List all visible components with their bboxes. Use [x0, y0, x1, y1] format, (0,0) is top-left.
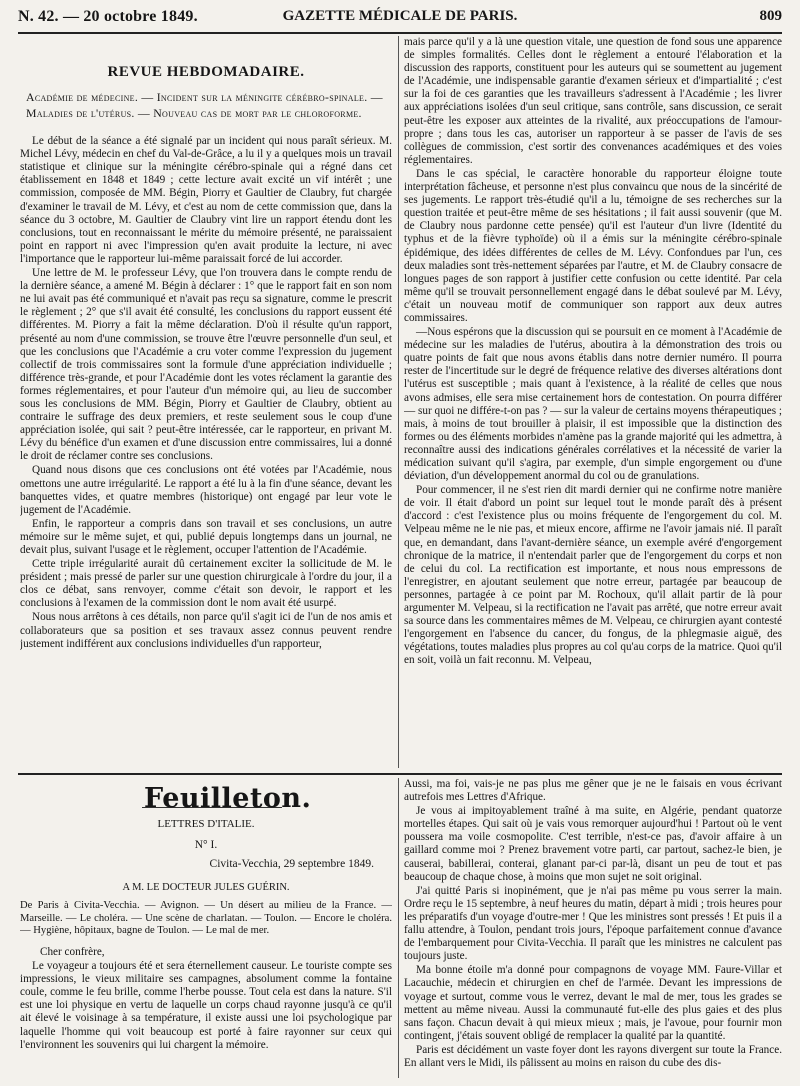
revue-subtitle — [26, 89, 386, 121]
revue-subtitle-text: Académie de médecine. — Incident sur la méningite cérébro-spinale. — Maladies de l'utérus. — Nouveau cas de mort par le chloroforme. — [26, 90, 383, 121]
revue-column-right — [404, 36, 782, 768]
feuilleton-column-right — [404, 778, 782, 1082]
page-header — [18, 8, 782, 32]
page-number: 809 — [759, 8, 782, 24]
feuilleton-column-left — [20, 778, 392, 1082]
feuilleton-paragraph: Je vous ai impitoyablement traîné à ma suite, en Algérie, pendant quatorze mortelles étapes. Qui sait où je vais vous remorquer aujourd'hui ! Partout où le vent poussera ma voile cosmopolite. C'est terrible, n'est-ce pas, d'avoir affaire à un gaillard comme moi ? Prenez bravement votre parti, car partout, sachez-le bien, je causerai, babillerai, conterai, glanant par-ci par-là, disant un peu de tout et pas beaucoup de chaque chose, à moins que mon sujet ne soit original. — [404, 805, 782, 883]
dedication: A M. LE DOCTEUR JULES GUÉRIN. — [122, 882, 290, 894]
feuilleton-paragraph: J'ai quitté Paris si inopinément, que je n'ai pas même pu vous serrer la main. Ordre reçu le 15 septembre, à neuf heures du matin, départ à midi ; trois heures pour les préparatifs d'un voyage d'outre-mer ! Que les ministres sont pressés ! Et puis il a fallu attendre, à Toulon, pendant trois jours, l'époque parfaitement connue d'avance de l'embarquement pour Civita-Vecchia. Il paraît que les ministres ne calculent pas toujours juste. — [404, 884, 782, 963]
revue-paragraph: Quand nous disons que ces conclusions ont été votées par l'Académie, nous omettons une autre irrégularité. Le rapport a été lu à la fin d'une séance, devant les banquettes vides, et quatre membres (historique) ont engagé par leur vote le jugement de l'Académie. — [20, 464, 392, 516]
revue-paragraph: Cette triple irrégularité aurait dû certainement exciter la sollicitude de M. le président ; mais pressé de parler sur une question chirurgicale à l'ordre du jour, il a clos ce débat, sans renvoyer, comme c'était son devoir, le rapport et les conclusions à l'examen de la commission dont le nom avait été usurpé. — [20, 558, 392, 610]
salutation: Cher confrère, — [40, 945, 105, 958]
feuilleton-paragraph: Ma bonne étoile m'a donné pour compagnons de voyage MM. Faure-Villar et Lacauchie, médecin et chirurgien en chef de l'armée. Devant les impressions de voyage et surtout, comme vous le verrez, devant le mal de mer, tous les grades se mettent au même niveau. Aussi la communauté fut-elle des plus gaies et des plus sans façon. Chacun devait à qui mieux mieux ; mais, je l'avoue, pour fournir mon contingent, j'étais souvent obligé de remplacer la qualité par la quantité. — [404, 964, 782, 1042]
revue-column-left — [20, 36, 392, 768]
revue-paragraph: —Nous espérons que la discussion qui se poursuit en ce moment à l'Académie de médecine sur les maladies de l'utérus, aboutira à la démonstration des trois ou quatre points de fait que nous avons établis dans notre dernier numéro. Il pourra rester de l'incertitude sur le degré de fréquence relative des diverses altérations dont l'utérus est susceptible ; mais quant à l'existence, à la réalité de celles que nous avons admises, elle sera mise certainement hors de contestation. On pourra différer — sur quoi ne différe-t-on pas ? — sur la valeur de certains moyens thérapeutiques ; mais, à moins de tout brouiller à plaisir, il est impossible que la distinction des formes ou des éléments morbides n'amène pas la grande majorité qui les admettra, à reconnaître aussi des indications générales corrélatives et la nécessité de varier la médication suivant qu'il s'agira, par exemple, d'un simple engorgement ou d'une déviation, d'un développement anormal du col ou de granulations. — [404, 326, 782, 483]
column-divider-bottom — [398, 778, 399, 1078]
header-rule — [18, 32, 782, 34]
series-title: LETTRES D'ITALIE. — [157, 818, 255, 831]
revue-paragraph: Le début de la séance a été signalé par un incident qui nous paraît sérieux. M. Michel Lévy, médecin en chef du Val-de-Grâce, a lu il y a quelques mois un travail statistique et clinique sur la méningite cérébro-spinale qui a régné dans cet établissement en 1848 et 1849 ; cette lecture avait excité un vif intérêt ; une commission, composée de MM. Bégin, Piorry et Gaultier de Claubry, fut chargée d'examiner le travail de M. Lévy, et c'est au nom de cette commission que, dans la séance du 3 octobre, M. Gaultier de Claubry vint lire un rapport étendu dont les conclusions, tout en reconnaissant le mérite du mémoire présenté, ne paraissaient point en rapport ni avec l'impression qu'en avait produite la lecture, ni avec l'importance que le rapporteur lui-même paraissait forcé de lui accorder. — [20, 135, 392, 265]
feuilleton-rule — [18, 773, 782, 775]
letter-summary: De Paris à Civita-Vecchia. — Avignon. — Un désert au milieu de la France. — Marseille. — Le choléra. — Une scène de charlatan. — Toulon. — Encore le choléra. — Hygiène, hôpitaux, bagne de Toulon. — Le mal de mer. — [20, 900, 392, 937]
revue-paragraph: Dans le cas spécial, le caractère honorable du rapporteur éloigne toute interprétation fâcheuse, et personne n'est plus convaincu que nous de la sincérité de ses jugements. Le rapport très-étudié qu'il a lu, témoigne de ses recherches sur la question traitée et peut-être même de ses hésitations ; il fait aussi souvenir (que M. de Claubry nous pardonne cette pensée) qu'il est l'auteur d'un livre (Identité du typhus et de la fièvre typhoïde) où il a émis sur la méningite cérébro-spinale épidémique, des idées différentes de celles de M. Lévy. Confondues par l'un, ces deux maladies sont très-nettement séparées par l'autre, et M. de Claubry consacre de longues pages de son rapport à justifier cette confusion ou cette identité. Par cela même qu'il se trouvait personnellement engagé dans le débat soulevé par M. Lévy, c'était un nouveau motif de communiquer son rapport aux deux autres commissaires. — [404, 167, 782, 324]
feuilleton-paragraph: Le voyageur a toujours été et sera éternellement causeur. Le touriste compte ses impressions, le vieux militaire ses campagnes, absolument comme la fontaine coule, comme le feu brille, comme l'herbe pousse. Tout cela est dans la nature. S'il est une loi physique en vertu de laquelle un corps chaud rayonne jusqu'à ce qu'il ait élevé le voisinage à sa température, il existe aussi une loi psychologique par laquelle l'homme qui voit beaucoup est porté à faire rayonner sur ceux qui l'environnent les souvenirs qui lui chargent la mémoire. — [20, 960, 392, 1051]
dateline: Civita-Vecchia, 29 septembre 1849. — [209, 858, 374, 871]
issue-number: N. 42. — 20 octobre 1849. — [18, 8, 198, 25]
column-divider-top — [398, 36, 399, 768]
feuilleton-paragraph: Paris est décidément un vaste foyer dont les rayons divergent sur toute la France. En allant vers le Midi, ils pâlissent au moins en raison du cube des dis- — [404, 1043, 782, 1069]
revue-title: REVUE HEBDOMADAIRE. — [107, 64, 305, 80]
journal-title: GAZETTE MÉDICALE DE PARIS. — [282, 8, 518, 24]
revue-paragraph: Une lettre de M. le professeur Lévy, que l'on trouvera dans le compte rendu de la dernière séance, a amené M. Bégin à déclarer : 1° que le rapport fait en son nom ne lui avait pas été communiqué et n'avait pas reçu sa signature, comme le prescrit le règlement ; 2° que s'il avait été consulté, les conclusions du rapport eussent été différentes. M. Piorry a fait la même déclaration. D'où il résulte qu'un rapport, présenté au nom d'une commission, se trouve être l'œuvre personnelle d'un seul, et que les conclusions que l'Académie a cru voter comme l'expression du jugement collectif de trois commissaires sont la formule d'une appréciation individuelle ; différence très-grande, et pour l'Académie dont les votes réclament la garantie des formes réglementaires, et pour l'auteur d'un mémoire qui, au lieu de succomber sous les conclusions de MM. Bégin, Piorry et Gaultier de Claubry, obtient au contraire le suffrage des deux premiers, et reste seulement sous le coup d'une appréciation isolée, qui sait ? peut-être intéressée, car le rapporteur, en privant M. Lévy du bénéfice d'un examen et d'une discussion entre commissaires, lui a donné le droit de réclamer contre ses conclusions. — [20, 267, 392, 463]
letter-number: N° I. — [194, 839, 218, 852]
feuilleton-paragraph: Aussi, ma foi, vais-je ne pas plus me gêner que je ne le faisais en vous écrivant autrefois mes Lettres d'Afrique. — [404, 778, 782, 804]
feuilleton-title: Feuilleton. — [144, 783, 312, 814]
revue-paragraph: Enfin, le rapporteur a compris dans son travail et ses conclusions, un autre mémoire sur le même sujet, et qui, publié depuis longtemps dans un journal, ne devait plus, suivant l'usage et le règlement, occuper l'attention de l'Académie. — [20, 517, 392, 556]
revue-paragraph: Nous nous arrêtons à ces détails, non parce qu'il s'agit ici de l'un de nos amis et collaborateurs que sa position et ses travaux assez connus peuvent rendre justement indifférent aux conclusions individuelles d'un rapporteur, — [20, 611, 392, 650]
revue-paragraph: Pour commencer, il ne s'est rien dit mardi dernier qui ne confirme notre manière de voir. Il était d'abord un point sur lequel tout le monde paraît dès à présent d'accord : c'est l'existence plus ou moins fréquente de l'engorgement du col. M. Velpeau même ne le nie pas, et mieux encore, affirme ne l'avoir jamais nié. Il paraît que, en demandant, dans l'avant-dernière séance, un exemple avéré d'engorgement chronique de la matrice, il n'entendait parler que de l'engorgement du corps et non de celui du col. La rectification est importante, et nous nous empressons de l'enregistrer, en ajoutant seulement que notre erreur, partagée par beaucoup de personnes, partagée à ce point par M. Rochoux, qu'il allait partir de là pour argumenter M. Velpeau, si la rectification ne l'avait pas arrêté, que notre erreur avait sa source dans les commentaires mêmes de M. Velpeau, ce chirurgien ayant contesté l'engorgement en l'absence du cancer, du fongus, de la phlegmasie aiguë, des végétations, toutes maladies plus propres au col qu'au corps de la matrice. Quoi qu'il en soit, voilà un fait reconnu. M. Velpeau, — [404, 484, 782, 667]
revue-paragraph: mais parce qu'il y a là une question vitale, une question de fond sous une apparence de simples formalités. Celles dont le règlement a entouré l'élaboration et la discussion des rapports, constituent pour les auteurs qui se soumettent au jugement de l'Académie, une indispensable garantie d'examen sérieux et d'impartialité ; c'est sur la foi de ces garanties que les travailleurs s'adressent à l'Académie ; les livrer aux appréciations isolées d'un seul critique, sans contrôle, sans discussion, ce serait peut-être les exposer aux atteintes de la rivalité, aux préoccupations de l'amour-propre ; dans tous les cas, autoriser un rapporteur à se passer de l'avis de ses collègues de commission, c'est sortir des convenances académiques et des voies réglementaires. — [404, 36, 782, 166]
